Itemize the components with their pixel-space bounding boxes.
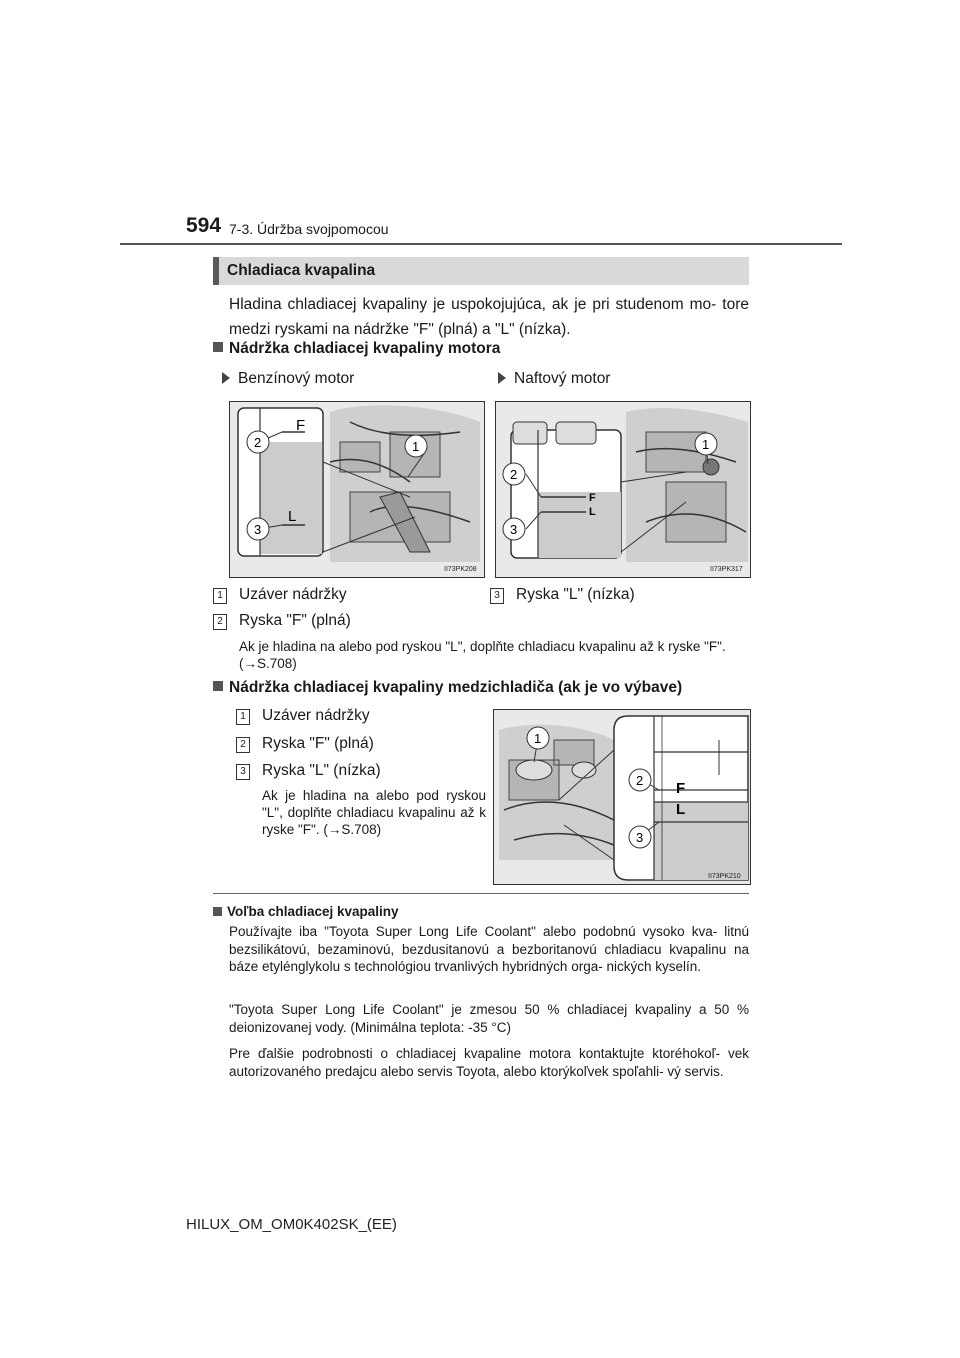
figure-intercooler-drawing <box>494 710 750 884</box>
legend-number-badge: 1 <box>236 709 250 725</box>
figure-diesel-engine <box>495 401 751 578</box>
figure-intercooler-label-F: F <box>676 780 686 797</box>
square-bullet-icon <box>213 907 222 916</box>
info-paragraph-1: Používajte iba "Toyota Super Long Life Coolant" alebo podobnú vysoko kva- litnú bezsilikátovú, bezaminovú, bezdusitanovú a bezboritanovú chladiacu kvapalinu na báze etylénglykolu s technológiou trvanlivých hybridných orga- nických kyselín. <box>229 924 749 974</box>
variant-gasoline <box>222 370 354 388</box>
figure-diesel-label-F: F <box>589 492 596 504</box>
engine-legend-item-1 <box>213 582 347 608</box>
engine-tank-heading <box>213 340 500 358</box>
info-heading <box>213 904 399 919</box>
variant-diesel-label: Naftový motor <box>514 370 611 387</box>
figure-gasoline-callout-2: 2 <box>254 435 262 450</box>
variant-gasoline-label: Benzínový motor <box>238 370 355 387</box>
intercooler-legend-text-1: Uzáver nádržky <box>262 707 370 724</box>
figure-gasoline-code: II73PK208 <box>444 566 477 573</box>
intercooler-tank-heading <box>213 679 682 697</box>
engine-legend-text-2: Ryska "F" (plná) <box>239 612 351 629</box>
figure-intercooler-callout-3: 3 <box>636 830 644 845</box>
square-bullet-icon <box>213 681 223 691</box>
engine-legend-text-1: Uzáver nádržky <box>239 586 347 603</box>
legend-number-badge: 2 <box>236 737 250 753</box>
triangle-bullet-icon <box>498 372 506 384</box>
figure-diesel-drawing <box>496 402 750 577</box>
figure-intercooler-code: II73PK210 <box>708 873 741 880</box>
intercooler-legend-item-3 <box>236 758 381 784</box>
figure-diesel-callout-1: 1 <box>702 437 710 452</box>
legend-number-badge: 2 <box>213 614 227 630</box>
square-bullet-icon <box>213 342 223 352</box>
legend-number-badge: 3 <box>236 764 250 780</box>
figure-intercooler-callout-2: 2 <box>636 773 644 788</box>
engine-legend-item-2 <box>213 608 351 634</box>
figure-gasoline-engine <box>229 401 485 578</box>
header-rule <box>120 243 842 245</box>
figure-gasoline-label-L: L <box>288 508 297 525</box>
engine-legend-item-3 <box>490 582 635 608</box>
figure-intercooler-label-L: L <box>676 801 686 818</box>
footer-document-code: HILUX_OM_OM0K402SK_(EE) <box>186 1216 397 1233</box>
variant-diesel <box>498 370 610 388</box>
figure-intercooler-callout-1: 1 <box>534 731 542 746</box>
intro-text: Hladina chladiacej kvapaliny je uspokojujúca, ak je pri studenom mo- tore medzi ryskami na nádržke "F" (plná) a "L" (nízka). <box>229 296 749 338</box>
legend-number-badge: 3 <box>490 588 504 604</box>
intercooler-legend-text-3: Ryska "L" (nízka) <box>262 762 381 779</box>
figure-diesel-code: II73PK317 <box>710 566 743 573</box>
info-paragraph-2: "Toyota Super Long Life Coolant" je zmesou 50 % chladiacej kvapaliny a 50 % deionizovanej vody. (Minimálna teplota: -35 °C) <box>229 1002 749 1035</box>
intercooler-legend-item-1 <box>236 703 370 729</box>
figure-gasoline-callout-1: 1 <box>412 439 420 454</box>
figure-diesel-callout-2: 2 <box>510 467 518 482</box>
figure-diesel-label-L: L <box>589 506 596 518</box>
engine-tank-note: Ak je hladina na alebo pod ryskou "L", doplňte chladiacu kvapalinu až k ryske "F". (→S.708) <box>239 639 726 671</box>
intercooler-legend-text-2: Ryska "F" (plná) <box>262 735 374 752</box>
info-rule <box>213 893 749 894</box>
heading-bar <box>213 257 219 285</box>
figure-gasoline-callout-3: 3 <box>254 522 262 537</box>
intercooler-legend-item-2 <box>236 731 374 757</box>
figure-diesel-callout-3: 3 <box>510 522 518 537</box>
section-heading-text: Chladiaca kvapalina <box>227 262 376 279</box>
info-paragraph-3: Pre ďalšie podrobnosti o chladiacej kvapaline motora kontaktujte ktoréhokoľ- vek autorizovaného predajcu alebo servis Toyota, alebo ktorýkoľvek spoľahli- vý servis. <box>229 1046 749 1079</box>
figure-intercooler <box>493 709 751 885</box>
intercooler-tank-heading-text: Nádržka chladiacej kvapaliny medzichladiča (ak je vo výbave) <box>229 679 683 696</box>
section-heading <box>213 257 749 285</box>
legend-number-badge: 1 <box>213 588 227 604</box>
triangle-bullet-icon <box>222 372 230 384</box>
page-number: 594 <box>186 214 222 237</box>
info-heading-text: Voľba chladiacej kvapaliny <box>227 904 399 919</box>
figure-gasoline-drawing <box>230 402 484 577</box>
engine-legend-text-3: Ryska "L" (nízka) <box>516 586 635 603</box>
engine-tank-heading-text: Nádržka chladiacej kvapaliny motora <box>229 340 501 357</box>
section-title: 7-3. Údržba svojpomocou <box>229 221 389 237</box>
intercooler-tank-note: Ak je hladina na alebo pod ryskou "L", doplňte chladiacu kvapalinu až k ryske "F". (→S.708) <box>262 788 486 837</box>
figure-gasoline-label-F: F <box>296 417 306 434</box>
